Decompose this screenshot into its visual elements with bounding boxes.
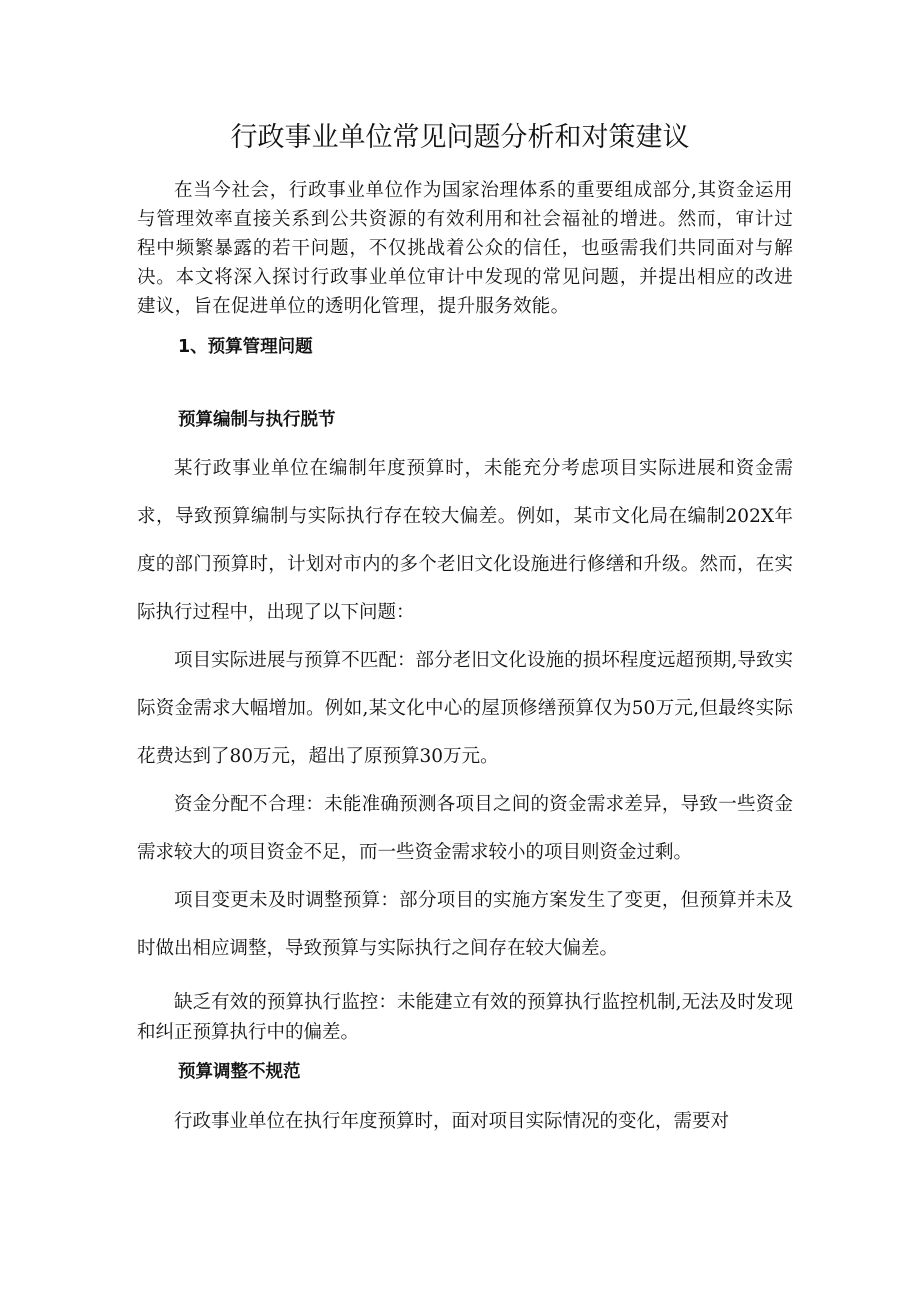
paragraph-budget-adjustment: 行政事业单位在执行年度预算时，面对项目实际情况的变化，需要对 — [174, 1111, 730, 1132]
subheading-budget-adjustment: 预算调整不规范 — [178, 1062, 301, 1082]
paragraph-execution-monitoring: 缺乏有效的预算执行监控：未能建立有效的预算执行监控机制,无法及时发现和纠正预算执行中的偏差。 — [137, 992, 793, 1043]
document-title: 行政事业单位常见问题分析和对策建议 — [230, 122, 690, 153]
paragraph-fund-allocation: 资金分配不合理：未能准确预测各项目之间的资金需求差异，导致一些资金需求较大的项目资金不足，而一些资金需求较小的项目则资金过剩。 — [137, 794, 793, 863]
paragraph-progress-mismatch: 项目实际进展与预算不匹配：部分老旧文化设施的损坏程度远超预期,导致实际资金需求大幅增加。例如,某文化中心的屋顶修缮预算仅为50万元,但最终实际花费达到了80万元，超出了原预算30万元。 — [137, 650, 793, 767]
intro-paragraph: 在当今社会，行政事业单位作为国家治理体系的重要组成部分,其资金运用与管理效率直接关系到公共资源的有效利用和社会福祉的增进。然而，审计过程中频繁暴露的若干问题，不仅挑战着公众的信任，也亟需我们共同面对与解决。本文将深入探讨行政事业单位审计中发现的常见问题，并提出相应的改进建议，旨在促进单位的透明化管理，提升服务效能。 — [137, 180, 793, 317]
subheading-budget-execution-gap: 预算编制与执行脱节 — [178, 410, 336, 430]
section-heading-budget-management: 1、预算管理问题 — [178, 337, 313, 357]
paragraph-budget-gap-example: 某行政事业单位在编制年度预算时，未能充分考虑项目实际进展和资金需求，导致预算编制与实际执行存在较大偏差。例如，某市文化局在编制202X年度的部门预算时，计划对市内的多个老旧文化设施进行修缮和升级。然而，在实际执行过程中，出现了以下问题： — [137, 458, 793, 623]
paragraph-project-change: 项目变更未及时调整预算：部分项目的实施方案发生了变更，但预算并未及时做出相应调整，导致预算与实际执行之间存在较大偏差。 — [137, 890, 793, 959]
